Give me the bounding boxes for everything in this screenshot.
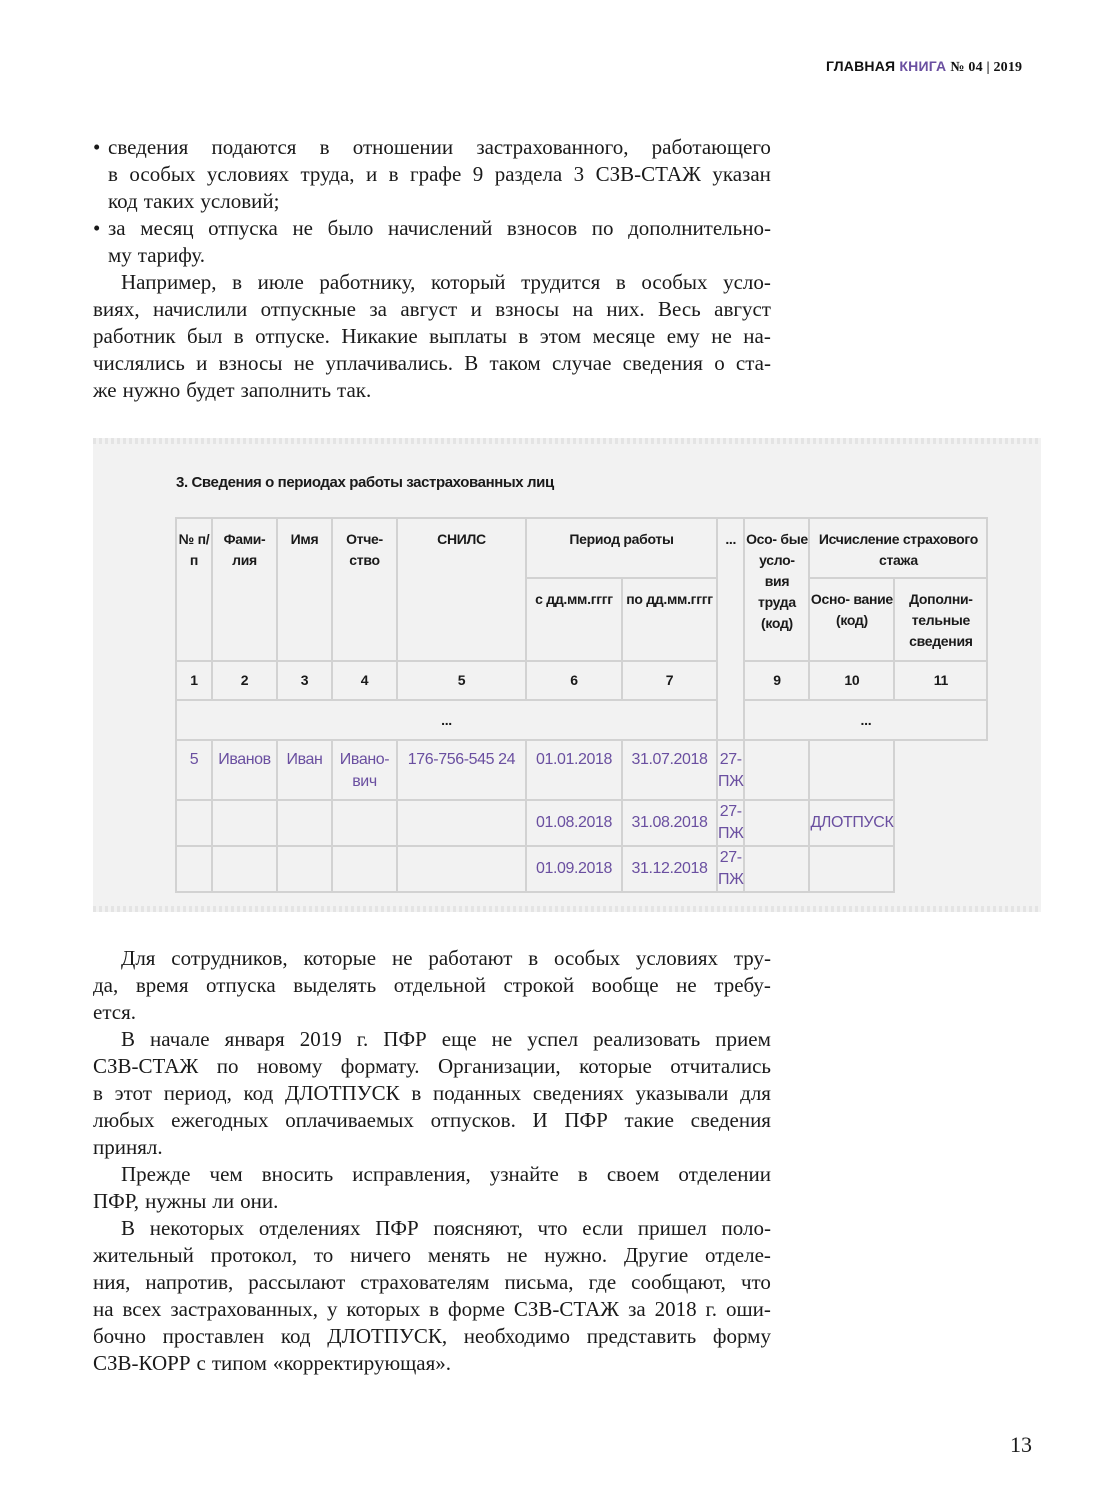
text-line: любых ежегодных оплачиваемых отпусков. И ПФР такие сведения [93,1108,771,1132]
cell-name [277,800,332,846]
page-number: 13 [1010,1432,1032,1457]
cell-extra: ДЛОТПУСК [809,800,894,846]
column-number: 5 [397,661,526,700]
text-line: работник был в отпуске. Никакие выплаты в этом месяце ему не на- [93,324,771,348]
header-conditions: Осо- бые усло- вия труда (код) [744,518,809,661]
header-ellipsis: ... [717,518,744,740]
bullet-icon: • [93,135,101,159]
table-row [176,740,987,800]
header-snils: СНИЛС [397,518,526,661]
cell-snils: 176-756-545 24 [397,740,526,800]
column-number: 7 [622,661,717,700]
text-line: Прежде чем вносить исправления, узнайте в своем отделении [121,1162,771,1186]
text-line: ПФР, нужны ли они. [93,1189,279,1213]
paragraph [93,1161,771,1215]
bullet-item [93,215,771,269]
header-period: Период работы [526,518,717,578]
header-patronymic: Отче- ство [332,518,397,661]
text-line: Например, в июле работнику, который трудится в особых усло- [121,270,771,294]
cell-to: 31.12.2018 [622,846,717,892]
cell-conditions: 27-ПЖ [717,740,744,800]
cell-patronymic [332,800,397,846]
text-line: бочно проставлен код ДЛОТПУСК, необходимо представить форму [93,1324,771,1348]
cell-to: 31.07.2018 [622,740,717,800]
text-line: числялись и взносы не уплачивались. В таком случае сведения о ста- [93,351,771,375]
cell-extra [809,740,894,800]
cell-name: Иван [277,740,332,800]
text-line: в этот период, код ДЛОТПУСК в поданных сведениях указывали для [93,1081,771,1105]
text-line: виях, начислили отпускные за август и взносы на них. Весь август [93,297,771,321]
paragraph [93,1215,771,1377]
magazine-header [826,58,1056,76]
paragraph [93,269,771,404]
article-text-top [93,134,771,404]
column-number: 10 [809,661,894,700]
text-line: Для сотрудников, которые не работают в особых условиях тру- [121,946,771,970]
text-line: В некоторых отделениях ПФР поясняют, что если пришел поло- [121,1216,771,1240]
column-number: 2 [212,661,277,700]
text-line: принял. [93,1135,163,1159]
column-number: 11 [894,661,987,700]
text-line: за месяц отпуска не было начислений взносов по дополнительно- [108,216,771,240]
column-numbers-row [176,661,987,700]
text-line: код таких условий; [108,189,280,213]
cell-snils [397,846,526,892]
header-num: № п/п [176,518,212,661]
header-to: по дд.мм.гггг [622,578,717,661]
cell-num [176,846,212,892]
column-number: 3 [277,661,332,700]
cell-patronymic [332,846,397,892]
article-text-bottom [93,945,771,1377]
paragraph [93,945,771,1026]
header-basis: Осно- вание (код) [809,578,894,661]
text-line: В начале января 2019 г. ПФР еще не успел реализовать прием [121,1027,771,1051]
cell-surname [212,800,277,846]
cell-basis [744,846,809,892]
header-extra: Дополни- тельные сведения [894,578,987,661]
form-example-box [93,438,1041,912]
header-surname: Фами- лия [212,518,277,661]
gap-left: ... [176,700,717,740]
cell-basis [744,800,809,846]
text-line: сведения подаются в отношении застрахованного, работающего [108,135,771,159]
cell-from: 01.09.2018 [526,846,622,892]
table-row [176,800,987,846]
cell-name [277,846,332,892]
cell-patronymic: Ивано- вич [332,740,397,800]
bullet-icon: • [93,216,101,240]
header-issue: № 04 | 2019 [950,60,1023,75]
text-line: му тарифу. [108,243,206,267]
column-number: 4 [332,661,397,700]
text-line: ния, напротив, рассылают страхователям письма, где сообщают, что [93,1270,771,1294]
cell-num: 5 [176,740,212,800]
text-line: СЗВ-СТАЖ по новому формату. Организации, которые отчитались [93,1054,771,1078]
column-number: 1 [176,661,212,700]
text-line: ется. [93,1000,136,1024]
header-title: ГЛАВНАЯ [826,58,896,74]
cell-from: 01.08.2018 [526,800,622,846]
text-line: в особых условиях труда, и в графе 9 раздела 3 СЗВ-СТАЖ указан [108,162,771,186]
cell-conditions: 27-ПЖ [717,800,744,846]
cell-conditions: 27-ПЖ [717,846,744,892]
text-line: жительный протокол, то ничего менять не нужно. Другие отделе- [93,1243,771,1267]
gap-row [176,700,987,740]
cell-from: 01.01.2018 [526,740,622,800]
cell-surname [212,846,277,892]
gap-right: ... [744,700,987,740]
text-line: СЗВ-КОРР с типом «корректирующая». [93,1351,452,1375]
header-title-accent: КНИГА [899,58,947,74]
cell-surname: Иванов [212,740,277,800]
cell-extra [809,846,894,892]
cell-num [176,800,212,846]
work-periods-table [175,517,988,893]
text-line: на всех застрахованных, у которых в форме СЗВ-СТАЖ за 2018 г. оши- [93,1297,771,1321]
cell-to: 31.08.2018 [622,800,717,846]
form-section-title: 3. Сведения о периодах работы застрахованных лиц [176,474,554,491]
paragraph [93,1026,771,1161]
cell-snils [397,800,526,846]
header-calc: Исчисление страхового стажа [809,518,987,578]
text-line: же нужно будет заполнить так. [93,378,372,402]
column-number: 6 [526,661,622,700]
cell-basis [744,740,809,800]
column-number: 9 [744,661,809,700]
bullet-item [93,134,771,215]
header-from: с дд.мм.гггг [526,578,622,661]
table-row [176,846,987,892]
header-name: Имя [277,518,332,661]
text-line: да, время отпуска выделять отдельной строкой вообще не требу- [93,973,771,997]
